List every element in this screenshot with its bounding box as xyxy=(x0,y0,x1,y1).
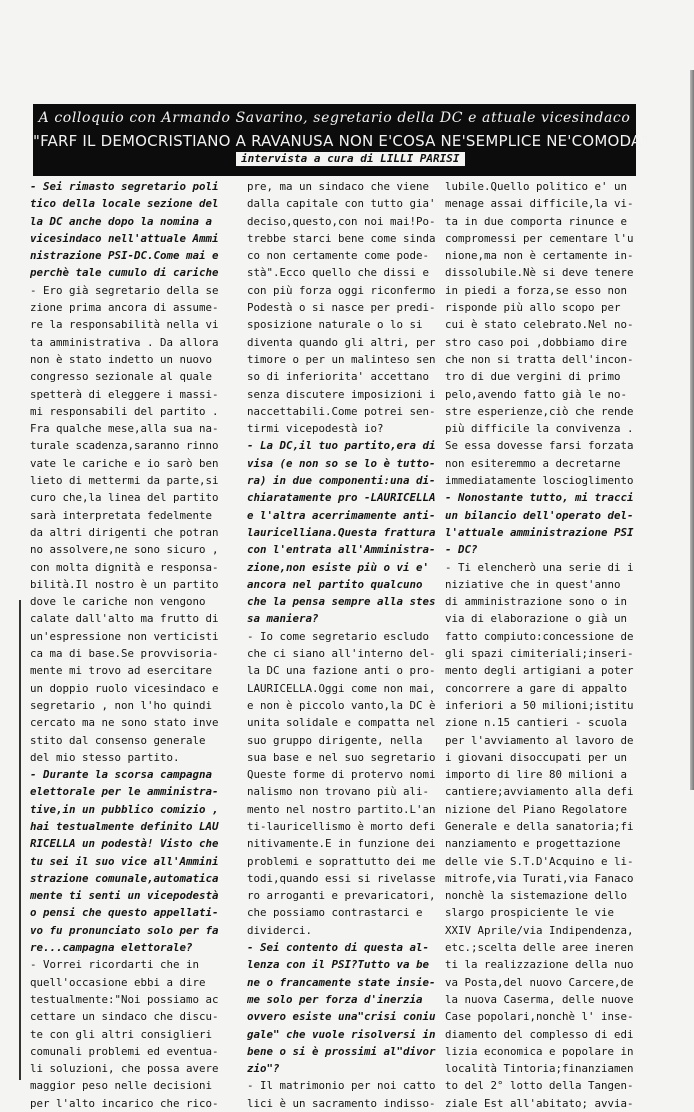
text-line: - Ero già segretario della se xyxy=(30,283,219,297)
text-line: per l'alto incarico che rico- xyxy=(30,1096,219,1110)
text-line: lenza con il PSI?Tutto va be xyxy=(247,958,430,972)
question-paragraph xyxy=(445,489,657,558)
text-line: sarà interpretata fedelmente xyxy=(30,508,213,522)
text-line: problemi e soprattutto dei me xyxy=(247,854,436,868)
text-line: non esiteremmo a decretarne xyxy=(445,456,621,470)
text-line: in piedi a forza,se esso non xyxy=(445,283,628,297)
text-line: ovvero esiste una"crisi coniu xyxy=(247,1010,436,1024)
text-line: che possiamo contrastarci e xyxy=(247,906,423,920)
text-line: da altri dirigenti che potran xyxy=(30,525,219,539)
text-line: zione,non esiste più o vi e' xyxy=(247,560,430,574)
article-column-1 xyxy=(30,178,242,1112)
text-line: bene o si è prossimi al"divor xyxy=(247,1044,436,1058)
text-line: cantiere;avviamento alla defi xyxy=(445,785,634,799)
text-line: con più forza oggi riconfermo xyxy=(247,283,436,297)
text-line: dalla capitale con tutto gia' xyxy=(247,197,436,211)
text-line: che ci siano all'interno del- xyxy=(247,647,436,661)
text-line: più difficile la convivenza . xyxy=(445,422,634,436)
text-line: ne o francamente state insie- xyxy=(247,975,436,989)
text-line: stito dal consenso generale xyxy=(30,733,206,747)
text-line: va Posta,del nuovo Carcere,de xyxy=(445,975,634,989)
text-line: con l'entrata all'Amministra- xyxy=(247,543,436,557)
text-line: e non è piccolo vanto,la DC è xyxy=(247,698,436,712)
answer-paragraph xyxy=(247,1077,459,1112)
text-line: zio"? xyxy=(247,1062,280,1076)
text-line: dissolubile.Nè si deve tenere xyxy=(445,266,634,280)
text-line: strazione comunale,automatica xyxy=(30,871,219,885)
text-line: pre, ma un sindaco che viene xyxy=(247,180,430,193)
text-line: deciso,questo,con noi mai!Po- xyxy=(247,214,436,228)
text-line: e l'altra acerrimamente anti- xyxy=(247,508,436,522)
text-line: - Durante la scorsa campagna xyxy=(30,768,213,782)
text-line: inferiori a 50 milioni;istitu xyxy=(445,698,634,712)
text-line: un bilancio dell'operato del- xyxy=(445,508,634,522)
text-line: con molta dignità e responsa- xyxy=(30,560,219,574)
text-line: ra) in due componenti:una di- xyxy=(247,474,436,488)
text-line: mente mi trovo ad esercitare xyxy=(30,664,213,678)
text-line: stà".Ecco quello che dissi e xyxy=(247,266,430,280)
text-line: zione n.15 cantieri - scuola xyxy=(445,716,628,730)
text-line: i giovani disoccupati per un xyxy=(445,750,628,764)
text-line: fatto compiuto:concessione de xyxy=(445,629,634,643)
text-line: co non certamente come pode- xyxy=(247,249,430,263)
text-line: te con gli altri consiglieri xyxy=(30,1027,213,1041)
text-line: ti la realizzazione della nuo xyxy=(445,958,634,972)
text-line: sua base e nel suo segretario xyxy=(247,750,436,764)
question-paragraph xyxy=(247,437,459,627)
text-line: cercato ma ne sono stato inve xyxy=(30,716,219,730)
text-line: ancora nel partito qualcuno xyxy=(247,577,423,591)
text-line: l'attuale amministrazione PSI xyxy=(445,525,634,539)
text-line: lauricelliana.Questa frattura xyxy=(247,525,436,539)
text-line: vicesindaco nell'attuale Ammi xyxy=(30,231,219,245)
text-line: bilità.Il nostro è un partito xyxy=(30,577,219,591)
text-line: ro arroganti e prevaricatori, xyxy=(247,889,436,903)
text-line: Se essa dovesse farsi forzata xyxy=(445,439,634,453)
text-line: Queste forme di protervo nomi xyxy=(247,768,436,782)
text-line: suo gruppo dirigente, nella xyxy=(247,733,423,747)
text-line: un doppio ruolo vicesindaco e xyxy=(30,681,219,695)
text-line: testualmente:"Noi possiamo ac xyxy=(30,992,219,1006)
text-line: so di inferiorita' accettano xyxy=(247,370,430,384)
text-line: nione,ma non è certamente in- xyxy=(445,249,634,263)
text-line: turale scadenza,saranno rinno xyxy=(30,439,219,453)
text-line: gale" che vuole risolversi in xyxy=(247,1027,436,1041)
text-line: trebbe starci bene come sinda xyxy=(247,231,436,245)
text-line: mitrofe,via Turati,via Fanaco xyxy=(445,871,634,885)
text-line: concorrere a gare di appalto xyxy=(445,681,628,695)
text-line: slargo prospiciente le vie xyxy=(445,906,615,920)
text-line: - DC? xyxy=(445,543,478,557)
text-line: congresso sezionale al quale xyxy=(30,370,213,384)
answer-paragraph xyxy=(445,559,657,1112)
text-line: segretario , non l'ho quindi xyxy=(30,698,213,712)
text-line: ta amministrativa . Da allora xyxy=(30,335,219,349)
text-line: vo fu pronunciato solo per fa xyxy=(30,923,219,937)
text-line: me solo per forza d'inerzia xyxy=(247,992,423,1006)
text-line: del mio stesso partito. xyxy=(30,750,180,764)
question-paragraph xyxy=(30,178,242,282)
text-line: che non si tratta dell'incon- xyxy=(445,352,634,366)
text-line: comunali problemi ed eventua- xyxy=(30,1044,219,1058)
text-line: pelo,avendo fatto già le no- xyxy=(445,387,628,401)
text-line: via di elaborazione o già un xyxy=(445,612,628,626)
text-line: vate le cariche e io sarò ben xyxy=(30,456,219,470)
text-line: dividerci. xyxy=(247,923,313,937)
text-line: non è stato indetto un nuovo xyxy=(30,352,213,366)
text-line: lubile.Quello politico e' un xyxy=(445,180,628,193)
text-line: - Io come segretario escludo xyxy=(247,629,430,643)
text-line: timore o per un malinteso sen xyxy=(247,352,436,366)
text-line: senza discutere imposizioni i xyxy=(247,387,436,401)
text-line: nizione del Piano Regolatore xyxy=(445,802,628,816)
page-edge xyxy=(690,70,694,790)
text-line: tu sei il suo vice all'Ammini xyxy=(30,854,219,868)
text-line: diventa quando gli altri, per xyxy=(247,335,436,349)
text-line: importo di lire 80 milioni a xyxy=(445,768,628,782)
text-line: risponde più allo scopo per xyxy=(445,301,621,315)
text-line: stre esperienze,ciò che rende xyxy=(445,404,634,418)
text-line: o pensi che questo appellati- xyxy=(30,906,219,920)
text-line: ca ma di base.Se provvisoria- xyxy=(30,647,219,661)
text-line: delle vie S.T.D'Acquino e li- xyxy=(445,854,634,868)
text-line: elettorale per le amministra- xyxy=(30,785,219,799)
text-line: maggior peso nelle decisioni xyxy=(30,1079,213,1093)
text-line: nalismo non trovano più ali- xyxy=(247,785,430,799)
text-line: naccettabili.Come potrei sen- xyxy=(247,404,436,418)
text-line: di amministrazione sono o in xyxy=(445,595,628,609)
text-line: cettare un sindaco che discu- xyxy=(30,1010,219,1024)
text-line: località Tintoria;finanziamen xyxy=(445,1062,634,1076)
answer-paragraph xyxy=(30,956,242,1112)
answer-paragraph xyxy=(247,628,459,939)
text-line: diamento del complesso di edi xyxy=(445,1027,634,1041)
kicker: A colloquio con Armando Savarino, segretario della DC e attuale vicesindaco xyxy=(38,110,631,126)
text-line: Generale e della sanatoria;fi xyxy=(445,819,634,833)
text-line: la DC anche dopo la nomina a xyxy=(30,214,213,228)
text-line: hai testualmente definito LAU xyxy=(30,819,219,833)
article-column-3 xyxy=(445,178,657,1112)
text-line: stro caso poi ,dobbiamo dire xyxy=(445,335,628,349)
text-line: re la responsabilità nella vi xyxy=(30,318,219,332)
text-line: - Ti elencherò una serie di i xyxy=(445,560,634,574)
text-line: quell'occasione ebbi a dire xyxy=(30,975,206,989)
text-line: mente ti senti un vicepodestà xyxy=(30,889,219,903)
text-line: per l'avviamento al lavoro de xyxy=(445,733,634,747)
text-line: li soluzioni, che possa avere xyxy=(30,1062,219,1076)
text-line: no assolvere,ne sono sicuro , xyxy=(30,543,219,557)
text-line: mento degli artigiani a poter xyxy=(445,664,634,678)
text-line: ta in due comporta rinunce e xyxy=(445,214,628,228)
text-line: nanziamento e progettazione xyxy=(445,837,621,851)
text-line: RICELLA un podestà! Visto che xyxy=(30,837,219,851)
text-line: re...campagna elettorale? xyxy=(30,941,193,955)
text-line: zione prima ancora di assume- xyxy=(30,301,219,315)
text-line: Podestà o si nasce per predi- xyxy=(247,301,436,315)
text-line: - Vorrei ricordarti che in xyxy=(30,958,200,972)
text-line: sa maniera? xyxy=(247,612,319,626)
text-line: tive,in un pubblico comizio , xyxy=(30,802,219,816)
text-line: to del 2° lotto della Tangen- xyxy=(445,1079,634,1093)
headline: "FARF IL DEMOCRISTIANO A RAVANUSA NON E'COSA NE'SEMPLICE NE'COMODA" xyxy=(33,132,649,150)
text-line: chiaratamente pro -LAURICELLA xyxy=(247,491,436,505)
text-line: lieto di mettermi da parte,si xyxy=(30,474,219,488)
text-line: dove le cariche non vengono xyxy=(30,595,206,609)
text-line: nonchè la sistemazione dello xyxy=(445,889,628,903)
text-line: gli spazi cimiteriali;inseri- xyxy=(445,647,634,661)
text-line: perchè tale cumulo di cariche xyxy=(30,266,219,280)
text-line: mento nel nostro partito.L'an xyxy=(247,802,436,816)
text-line: niziative che in quest'anno xyxy=(445,577,621,591)
text-line: - Sei rimasto segretario poli xyxy=(30,180,219,193)
text-line: menage assai difficile,la vi- xyxy=(445,197,634,211)
text-line: - Nonostante tutto, mi tracci xyxy=(445,491,634,505)
text-line: curo che,la linea del partito xyxy=(30,491,219,505)
text-line: - Sei contento di questa al- xyxy=(247,941,430,955)
text-line: - La DC,il tuo partito,era di xyxy=(247,439,436,453)
byline: intervista a cura di LILLI PARISI xyxy=(236,152,465,167)
text-line: immediatamente loscioglimento xyxy=(445,474,634,488)
text-line: lizia economica e popolare in xyxy=(445,1044,634,1058)
text-line: tico della locale sezione del xyxy=(30,197,219,211)
answer-paragraph xyxy=(445,178,657,489)
text-line: Fra qualche mese,alla sua na- xyxy=(30,422,219,436)
answer-paragraph xyxy=(30,282,242,766)
text-line: etc.;scelta delle aree ineren xyxy=(445,941,634,955)
text-line: LAURICELLA.Oggi come non mai, xyxy=(247,681,436,695)
question-paragraph xyxy=(30,766,242,956)
text-line: cui è stato celebrato.Nel no- xyxy=(445,318,634,332)
text-line: ziale Est all'abitato; avvia- xyxy=(445,1096,634,1110)
text-line: sposizione naturale o lo si xyxy=(247,318,423,332)
text-line: la nuova Caserma, delle nuove xyxy=(445,992,634,1006)
question-paragraph xyxy=(247,939,459,1077)
text-line: un'espressione non verticisti xyxy=(30,629,219,643)
text-line: XXIV Aprile/via Indipendenza, xyxy=(445,923,634,937)
article-column-2 xyxy=(247,178,459,1112)
text-line: calate dall'alto ma frutto di xyxy=(30,612,219,626)
margin-rule xyxy=(19,600,21,1080)
answer-paragraph xyxy=(247,178,459,437)
text-line: mi responsabili del partito . xyxy=(30,404,219,418)
text-line: spetterà di eleggere i massi- xyxy=(30,387,219,401)
text-line: la DC una fazione anti o pro- xyxy=(247,664,436,678)
text-line: nitivamente.E in funzione dei xyxy=(247,837,436,851)
text-line: ti-lauricellismo è morto defi xyxy=(247,819,436,833)
text-line: tro di due vergini di primo xyxy=(445,370,621,384)
text-line: unita solidale e compatta nel xyxy=(247,716,436,730)
text-line: todi,quando essi si rivelasse xyxy=(247,871,436,885)
text-line: - Il matrimonio per noi catto xyxy=(247,1079,436,1093)
text-line: visa (e non so se lo è tutto- xyxy=(247,456,436,470)
text-line: che la pensa sempre alla stes xyxy=(247,595,436,609)
text-line: compromessi per cementare l'u xyxy=(445,231,634,245)
text-line: nistrazione PSI-DC.Come mai e xyxy=(30,249,219,263)
text-line: Case popolari,nonchè l' inse- xyxy=(445,1010,634,1024)
text-line: tirmi vicepodestà io? xyxy=(247,422,384,436)
text-line: lici è un sacramento indisso- xyxy=(247,1096,436,1110)
